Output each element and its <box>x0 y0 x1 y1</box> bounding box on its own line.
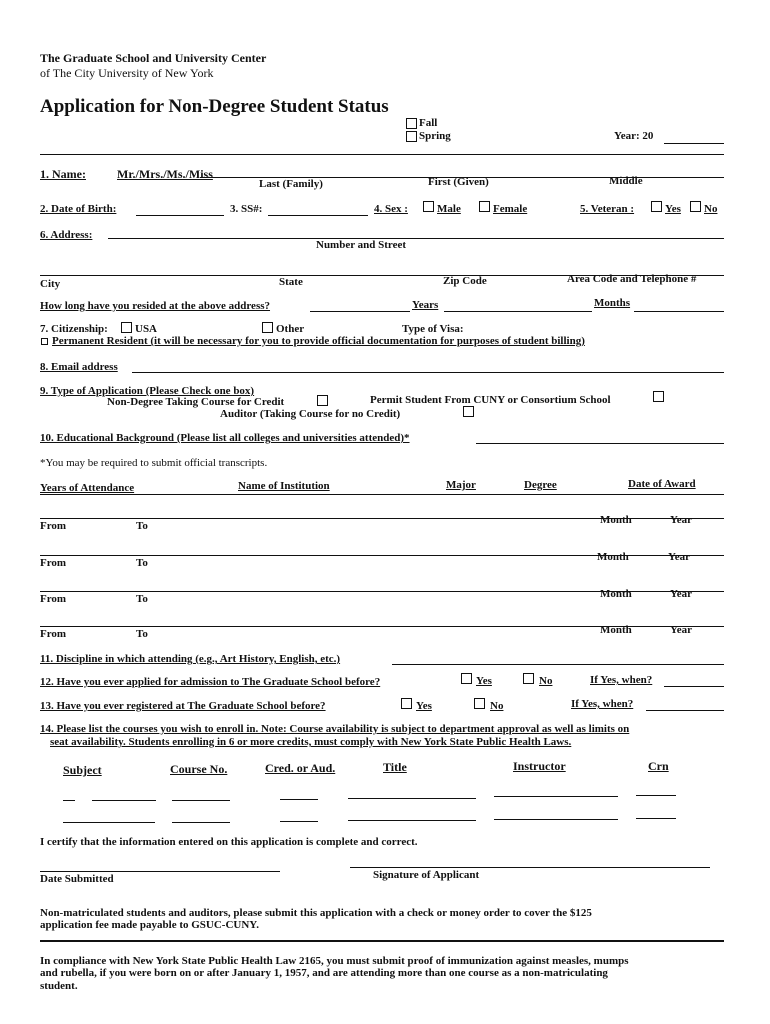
other-checkbox[interactable] <box>262 322 273 333</box>
course-instructor-field[interactable] <box>494 796 618 797</box>
date-submitted-field[interactable] <box>40 871 280 872</box>
col-subject: Subject <box>63 763 102 777</box>
veteran-no-label: No <box>704 203 718 215</box>
course-subject-field[interactable] <box>63 822 155 823</box>
course-number-field[interactable] <box>172 800 230 801</box>
discipline-field[interactable] <box>392 664 724 665</box>
visa-label: Type of Visa: <box>402 323 464 335</box>
registered-no-label: No <box>490 700 504 712</box>
school-name: The Graduate School and University Center <box>40 51 267 65</box>
veteran-no-checkbox[interactable] <box>690 201 701 212</box>
year-col-label: Year <box>670 624 692 636</box>
fall-checkbox[interactable] <box>406 118 417 129</box>
col-date-award: Date of Award <box>628 478 696 490</box>
sex-label: 4. Sex : <box>374 203 408 215</box>
transcript-note: *You may be required to submit official transcripts. <box>40 457 268 469</box>
from-label: From <box>40 520 67 532</box>
signature-label: Signature of Applicant <box>373 869 480 881</box>
resided-line-end <box>634 311 724 312</box>
applied-yes-checkbox[interactable] <box>461 673 472 684</box>
dob-field[interactable] <box>136 215 224 216</box>
col-instructor: Instructor <box>513 759 566 773</box>
from-label: From <box>40 557 67 569</box>
course-number-field[interactable] <box>172 822 230 823</box>
education-label: 10. Educational Background (Please list all colleges and universities attended)* <box>40 432 410 444</box>
registered-when-field[interactable] <box>646 710 724 711</box>
courses-note-line1: 14. Please list the courses you wish to enroll in. Note: Course availability is subject to department approval as well as limits on <box>40 723 630 735</box>
years-caption: Years <box>412 299 439 311</box>
compliance-line2: and rubella, if you were born on or after January 1, 1957, and are attending more than one course as a non-matriculating <box>40 967 608 979</box>
year-field[interactable] <box>664 143 724 144</box>
ssn-field[interactable] <box>268 215 368 216</box>
col-course-no: Course No. <box>170 762 228 776</box>
last-name-caption: Last (Family) <box>259 178 323 190</box>
female-checkbox[interactable] <box>479 201 490 212</box>
permit-checkbox[interactable] <box>653 391 664 402</box>
month-label: Month <box>597 551 629 563</box>
certify-statement: I certify that the information entered on this application is complete and correct. <box>40 836 418 848</box>
month-label: Month <box>600 588 632 600</box>
registered-yes-checkbox[interactable] <box>401 698 412 709</box>
course-subject-field[interactable] <box>92 800 156 801</box>
permit-label: Permit Student From CUNY or Consortium School <box>370 394 611 406</box>
course-subject-field[interactable] <box>63 800 75 801</box>
middle-name-caption: Middle <box>609 175 643 187</box>
citizenship-label: 7. Citizenship: <box>40 323 108 335</box>
year-label: Year: 20 <box>614 130 654 142</box>
auditor-checkbox[interactable] <box>463 406 474 417</box>
course-instructor-field[interactable] <box>494 819 618 820</box>
education-header-rule <box>40 494 724 495</box>
col-institution: Name of Institution <box>238 480 330 492</box>
applied-no-label: No <box>539 675 553 687</box>
street-field[interactable] <box>108 238 724 239</box>
divider <box>40 154 724 155</box>
compliance-line1: In compliance with New York State Public Health Law 2165, you must submit proof of immunization against measles, mumps <box>40 955 629 967</box>
course-crn-field[interactable] <box>636 818 676 819</box>
phone-caption: Area Code and Telephone # <box>567 273 697 285</box>
fall-label: Fall <box>419 117 438 129</box>
resided-months-field[interactable] <box>444 311 592 312</box>
col-major: Major <box>446 479 476 491</box>
compliance-line3: student. <box>40 980 78 992</box>
university-name: of The City University of New York <box>40 66 214 80</box>
divider <box>40 940 724 942</box>
spring-label: Spring <box>419 130 451 142</box>
registered-before-label: 13. Have you ever registered at The Graduate School before? <box>40 700 326 712</box>
permanent-resident-label: Permanent Resident (it will be necessary for you to provide official documentation for purposes of student billing) <box>52 335 585 347</box>
non-degree-checkbox[interactable] <box>317 395 328 406</box>
year-col-label: Year <box>668 551 690 563</box>
registered-when-label: If Yes, when? <box>571 698 634 710</box>
male-label: Male <box>437 203 461 215</box>
city-caption: City <box>40 278 61 290</box>
year-col-label: Year <box>670 588 692 600</box>
col-cred-aud: Cred. or Aud. <box>265 761 336 775</box>
veteran-label: 5. Veteran : <box>580 203 635 215</box>
state-caption: State <box>279 276 303 288</box>
from-label: From <box>40 593 67 605</box>
courses-note-line2: seat availability. Students enrolling in 6 or more credits, must comply with New York State Public Health Laws. <box>50 736 572 748</box>
female-label: Female <box>493 203 528 215</box>
other-label: Other <box>276 323 305 335</box>
auditor-label: Auditor (Taking Course for no Credit) <box>220 408 401 420</box>
resided-years-field[interactable] <box>310 311 410 312</box>
course-crn-field[interactable] <box>636 795 676 796</box>
usa-checkbox[interactable] <box>121 322 132 333</box>
to-label: To <box>136 628 148 640</box>
street-caption: Number and Street <box>316 239 407 251</box>
applied-before-label: 12. Have you ever applied for admission to The Graduate School before? <box>40 676 381 688</box>
month-label: Month <box>600 514 632 526</box>
dob-label: 2. Date of Birth: <box>40 203 117 215</box>
col-title: Title <box>383 760 407 774</box>
course-title-field[interactable] <box>348 820 476 821</box>
ssn-label: 3. SS#: <box>230 203 263 215</box>
col-degree: Degree <box>524 479 557 491</box>
discipline-label: 11. Discipline in which attending (e.g., Art History, English, etc.) <box>40 653 341 665</box>
page-title: Application for Non-Degree Student Status <box>40 96 389 117</box>
resided-label: How long have you resided at the above address? <box>40 300 271 312</box>
address-label: 6. Address: <box>40 229 93 241</box>
to-label: To <box>136 557 148 569</box>
education-line-end <box>476 443 724 444</box>
year-col-label: Year <box>670 514 692 526</box>
course-title-field[interactable] <box>348 798 476 799</box>
usa-label: USA <box>135 323 158 335</box>
applied-yes-label: Yes <box>476 675 492 687</box>
permanent-resident-checkbox[interactable] <box>41 338 48 345</box>
course-credit-field[interactable] <box>280 799 318 800</box>
male-checkbox[interactable] <box>423 201 434 212</box>
application-type-label: 9. Type of Application (Please Check one box) <box>40 385 255 397</box>
applied-no-checkbox[interactable] <box>523 673 534 684</box>
veteran-yes-label: Yes <box>665 203 681 215</box>
applied-when-label: If Yes, when? <box>590 674 653 686</box>
first-name-caption: First (Given) <box>428 176 489 188</box>
date-submitted-label: Date Submitted <box>40 873 114 885</box>
honorifics-label: Mr./Mrs./Ms./Miss <box>117 167 213 181</box>
fee-note-line2: application fee made payable to GSUC-CUNY. <box>40 919 259 931</box>
to-label: To <box>136 593 148 605</box>
course-credit-field[interactable] <box>280 821 318 822</box>
registered-no-checkbox[interactable] <box>474 698 485 709</box>
months-caption: Months <box>594 297 631 309</box>
non-degree-label: Non-Degree Taking Course for Credit <box>107 396 285 408</box>
applied-when-field[interactable] <box>664 686 724 687</box>
name-label: 1. Name: <box>40 167 86 181</box>
col-crn: Crn <box>648 759 669 773</box>
veteran-yes-checkbox[interactable] <box>651 201 662 212</box>
registered-yes-label: Yes <box>416 700 432 712</box>
email-field[interactable] <box>132 372 724 373</box>
signature-field[interactable] <box>350 867 710 868</box>
col-years-attendance: Years of Attendance <box>40 482 135 494</box>
to-label: To <box>136 520 148 532</box>
spring-checkbox[interactable] <box>406 131 417 142</box>
zip-caption: Zip Code <box>443 275 487 287</box>
email-label: 8. Email address <box>40 361 118 373</box>
fee-note-line1: Non-matriculated students and auditors, please submit this application with a check or money order to cover the $125 <box>40 907 592 919</box>
from-label: From <box>40 628 67 640</box>
month-label: Month <box>600 624 632 636</box>
